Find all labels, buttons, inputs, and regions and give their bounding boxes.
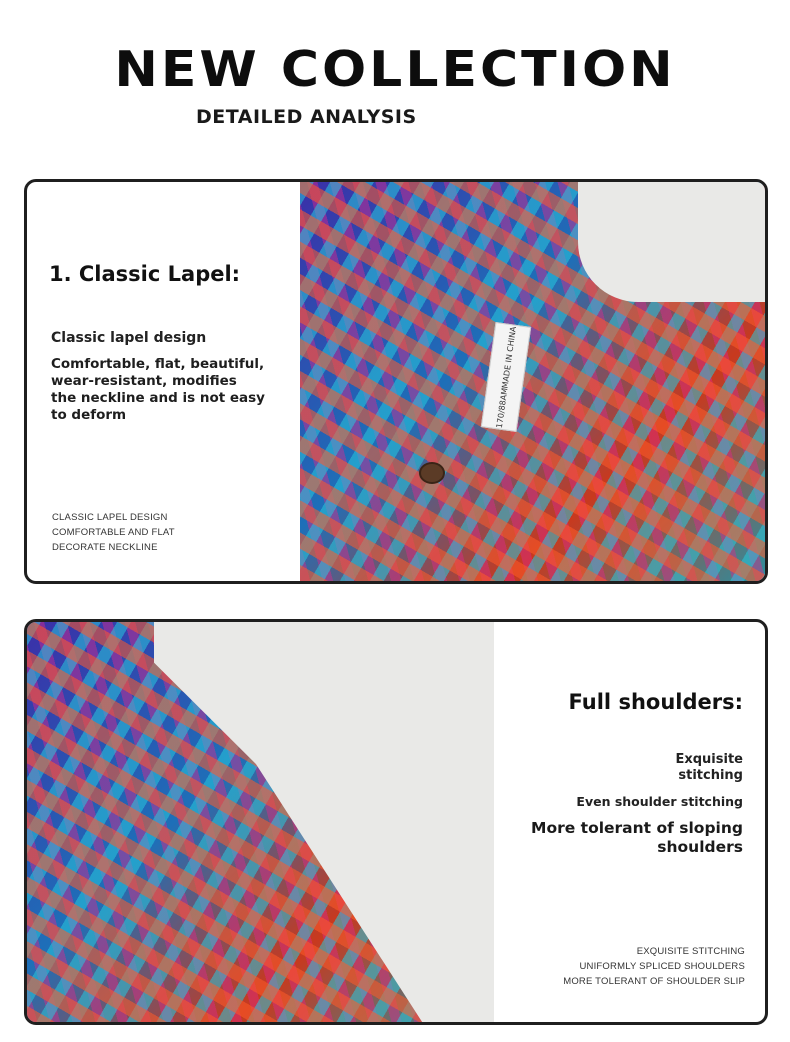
section-lead: Classic lapel design [51, 330, 207, 346]
feature-caps-line: UNIFORMLY SPLICED SHOULDERS [579, 961, 745, 972]
section-heading: 1. Classic Lapel: [49, 262, 241, 286]
feature-caps-line: EXQUISITE STITCHING [636, 946, 745, 957]
feature-caps-line: CLASSIC LAPEL DESIGN [52, 512, 168, 523]
size-label-tag [481, 322, 531, 432]
section-description: Comfortable, flat, beautiful, wear-resistant, modifies the neckline and is not easy to deform [51, 356, 265, 423]
photo-backdrop [578, 182, 768, 302]
feature-caps-list [563, 944, 745, 989]
feature-subheading: Exquisite stitching [675, 752, 743, 783]
classic-lapel-card [24, 179, 768, 584]
shoulder-photo [27, 622, 494, 1022]
shirt-button [419, 462, 445, 484]
feature-caps-list [52, 510, 175, 555]
section-heading: Full shoulders: [568, 690, 743, 714]
photo-backdrop [154, 622, 494, 1025]
lapel-photo [300, 182, 768, 581]
tag-brand-text: MADE IN CHINA [500, 325, 518, 389]
tag-spec-text: 170/88A [494, 394, 508, 429]
feature-caps-line: MORE TOLERANT OF SHOULDER SLIP [563, 976, 745, 987]
feature-highlight: More tolerant of sloping shoulders [531, 819, 743, 856]
tag-size-text: M [499, 387, 509, 396]
classic-lapel-text [27, 182, 300, 581]
feature-caps-line: DECORATE NECKLINE [52, 542, 158, 553]
page-subtitle: DETAILED ANALYSIS [196, 106, 417, 128]
full-shoulders-card [24, 619, 768, 1025]
feature-subheading: Even shoulder stitching [576, 794, 743, 809]
full-shoulders-text [491, 622, 765, 1022]
feature-caps-line: COMFORTABLE AND FLAT [52, 527, 175, 538]
page-title: NEW COLLECTION [114, 41, 676, 99]
